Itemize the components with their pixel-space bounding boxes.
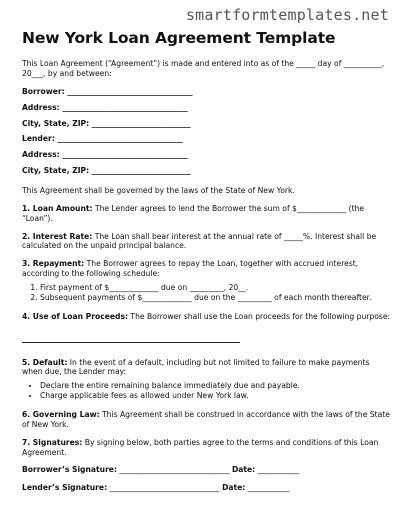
section-default: 5. Default: In the event of a default, including but not limited to failure to make payments when due, the Lender may: — [22, 357, 370, 377]
borrower-signature-line: Borrower’s Signature: _____________________________ Date: ___________ — [22, 465, 300, 475]
section-use-of-proceeds: 4. Use of Loan Proceeds: The Borrower shall use the Loan proceeds for the following purpose: — [22, 311, 391, 321]
list-item: 1. First payment of $_____________ due on _________, 20__. — [40, 283, 392, 293]
lender-city-field: City, State, ZIP: __________________________ — [22, 166, 191, 176]
list-item: 2. Subsequent payments of $_____________ due on the _________ of each month thereafter. — [40, 293, 392, 303]
section-interest-rate: 2. Interest Rate: The Loan shall bear interest at the annual rate of _____%. Interest shall be calculated on the unpaid principal balance. — [22, 231, 377, 251]
site-watermark: smartformtemplates.net — [185, 6, 389, 24]
lender-address-field: Address: _________________________________ — [22, 150, 188, 160]
parties-block — [22, 87, 392, 176]
list-item: • Declare the entire remaining balance immediately due and payable. — [40, 381, 392, 391]
lender-field: Lender: _________________________________ — [22, 134, 183, 144]
borrower-city-field: City, State, ZIP: __________________________ — [22, 118, 191, 128]
document-title: New York Loan Agreement Template — [22, 29, 336, 47]
intro-paragraph: This Loan Agreement (“Agreement”) is made and entered into as of the _____ day of __________, 20___, by and between: — [22, 59, 385, 78]
list-item: • Charge applicable fees as allowed under New York law. — [40, 391, 392, 401]
default-remedies-list — [22, 381, 392, 401]
document-page — [22, 28, 392, 493]
purpose-blank-line — [22, 332, 240, 343]
repayment-schedule-list — [22, 283, 392, 303]
section-repayment: 3. Repayment: The Borrower agrees to repay the Loan, together with accrued interest, according to the following schedule: — [22, 259, 359, 279]
governing-statement: This Agreement shall be governed by the laws of the State of New York. — [22, 186, 295, 196]
borrower-field: Borrower: _________________________________ — [22, 86, 193, 96]
borrower-address-field: Address: _________________________________ — [22, 102, 188, 112]
lender-signature-line: Lender’s Signature: _____________________________ Date: ___________ — [22, 483, 290, 493]
section-governing-law: 6. Governing Law: This Agreement shall be construed in accordance with the laws of the State of New York. — [22, 410, 390, 429]
section-signatures: 7. Signatures: By signing below, both parties agree to the terms and conditions of this Loan Agreement. — [22, 437, 379, 457]
section-loan-amount: 1. Loan Amount: The Lender agrees to lend the Borrower the sum of $_____________ (the “Loan”). — [22, 203, 365, 223]
